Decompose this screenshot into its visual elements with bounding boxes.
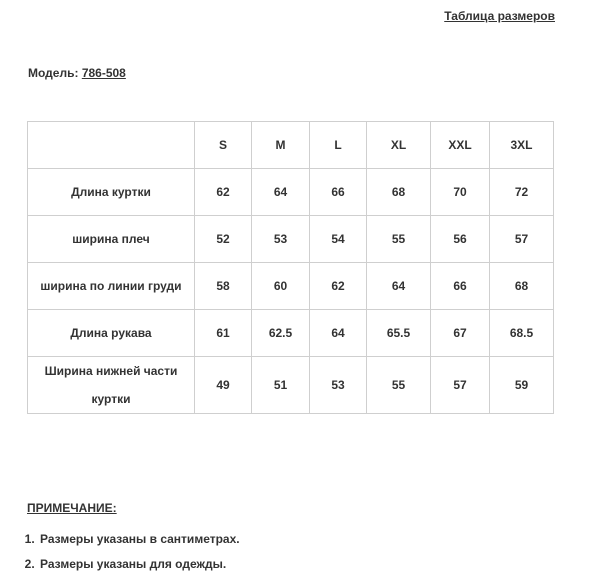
table-cell: 68 [367,169,431,216]
header-corner-cell [28,122,195,169]
table-cell: 66 [431,263,490,310]
table-cell: 64 [252,169,310,216]
table-cell: 68.5 [490,310,554,357]
model-label: Модель: [28,66,79,80]
table-cell: 67 [431,310,490,357]
size-table [27,121,554,414]
table-cell: 62 [195,169,252,216]
table-cell: 65.5 [367,310,431,357]
size-header-cell: S [195,122,252,169]
size-header-cell: M [252,122,310,169]
table-cell: 53 [310,357,367,414]
table-row [28,263,554,310]
table-cell: 64 [367,263,431,310]
table-cell: 59 [490,357,554,414]
table-row [28,216,554,263]
table-cell: 61 [195,310,252,357]
table-cell: 55 [367,357,431,414]
table-cell: 66 [310,169,367,216]
size-header-cell: 3XL [490,122,554,169]
size-chart-link[interactable]: Таблица размеров [444,9,555,23]
table-cell: 62.5 [252,310,310,357]
table-row [28,169,554,216]
table-row [28,357,554,414]
row-label: Длина рукава [28,310,195,357]
table-cell: 52 [195,216,252,263]
table-cell: 51 [252,357,310,414]
row-label: Длина куртки [28,169,195,216]
model-line [28,66,126,80]
note-item: 1. Размеры указаны в сантиметрах. [38,532,240,557]
size-header-cell: L [310,122,367,169]
table-cell: 72 [490,169,554,216]
table-cell: 68 [490,263,554,310]
row-label: Ширина нижней части куртки [28,357,195,414]
notes-list [24,532,240,576]
row-label: ширина по линии груди [28,263,195,310]
size-header-cell: XXL [431,122,490,169]
table-cell: 57 [431,357,490,414]
table-cell: 64 [310,310,367,357]
table-cell: 60 [252,263,310,310]
table-cell: 70 [431,169,490,216]
row-label: ширина плеч [28,216,195,263]
table-row [28,310,554,357]
table-cell: 57 [490,216,554,263]
table-cell: 55 [367,216,431,263]
note-item: 2. Размеры указаны для одежды. [38,557,240,576]
table-cell: 58 [195,263,252,310]
table-cell: 49 [195,357,252,414]
model-code-link[interactable]: 786-508 [81,66,126,80]
table-header-row [28,122,554,169]
note-title: ПРИМЕЧАНИЕ: [27,501,117,515]
table-cell: 62 [310,263,367,310]
table-cell: 54 [310,216,367,263]
size-header-cell: XL [367,122,431,169]
table-cell: 56 [431,216,490,263]
table-cell: 53 [252,216,310,263]
